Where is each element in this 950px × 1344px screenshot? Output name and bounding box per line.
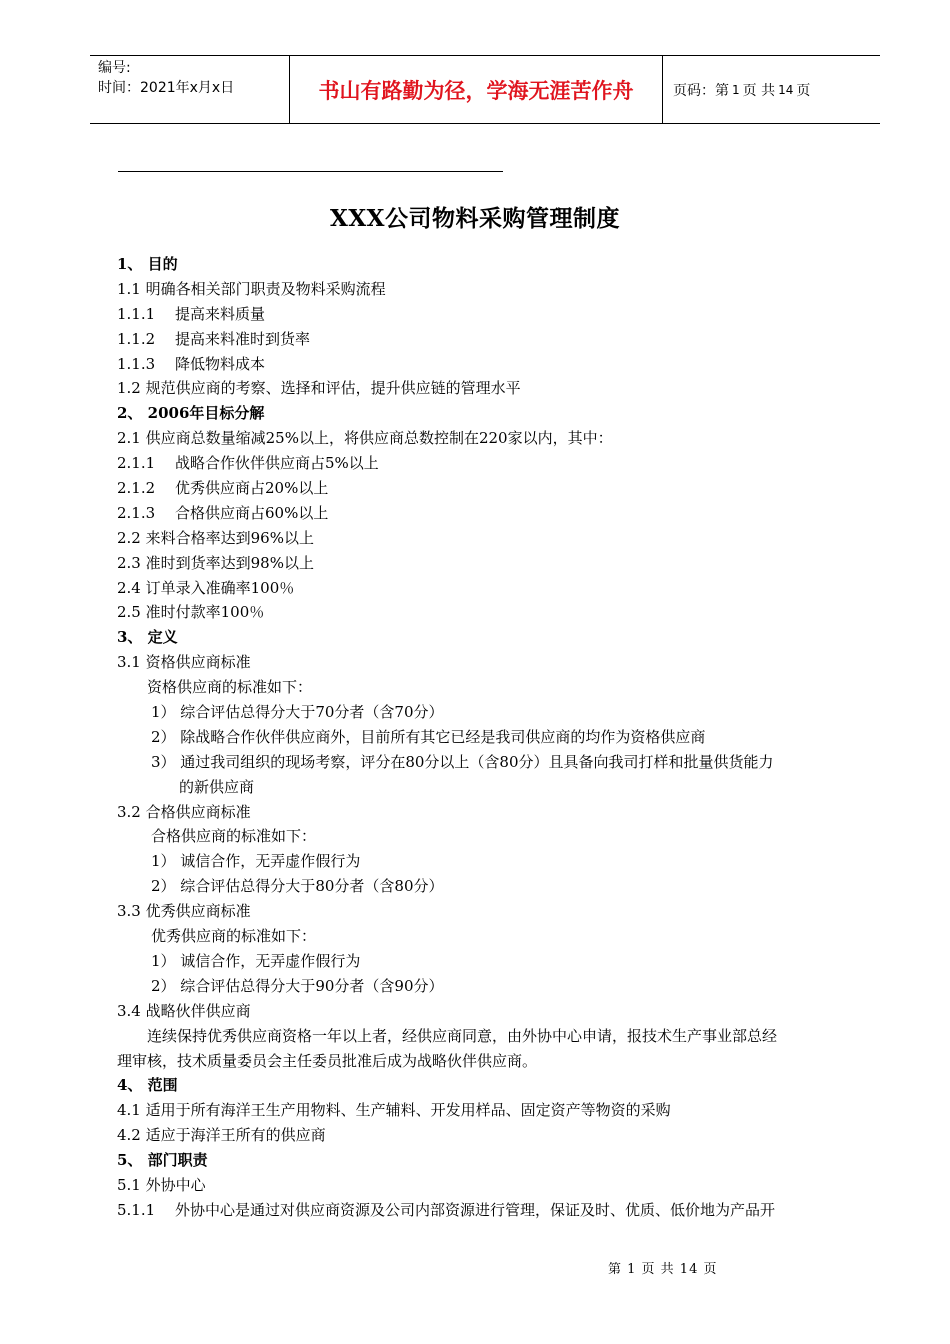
text-line bbox=[117, 675, 857, 700]
item-number: 1.1.3 bbox=[117, 354, 156, 373]
text-line bbox=[117, 476, 857, 501]
line-text: 4.1 适用于所有海洋王生产用物料、生产辅料、开发用样品、固定资产等物资的采购 bbox=[117, 1101, 671, 1120]
line-text: 5.1 外协中心 bbox=[117, 1175, 206, 1194]
line-text: 2） 综合评估总得分大于80分者（含80分） bbox=[151, 877, 444, 896]
line-text: 2） 综合评估总得分大于90分者（含90分） bbox=[151, 976, 444, 995]
line-text: 合格供应商的标准如下： bbox=[151, 827, 317, 846]
line-text: 3、 定义 bbox=[117, 628, 178, 647]
page-header bbox=[90, 55, 880, 124]
line-text: 2.4 订单录入准确率100％ bbox=[117, 578, 295, 597]
text-line bbox=[117, 974, 857, 999]
line-text: 优秀供应商的标准如下： bbox=[151, 927, 317, 946]
text-line bbox=[117, 302, 857, 327]
line-text: 2.2 来料合格率达到96%以上 bbox=[117, 528, 314, 547]
text-line bbox=[117, 576, 857, 601]
text-line bbox=[117, 352, 857, 377]
line-text: 4、 范围 bbox=[117, 1076, 178, 1095]
document-title: XXX公司物料采购管理制度 bbox=[329, 205, 621, 232]
text-line bbox=[117, 451, 857, 476]
page-footer: 第 1 页 共 14 页 bbox=[608, 1262, 718, 1277]
text-line bbox=[117, 376, 857, 401]
text-line bbox=[117, 800, 857, 825]
text-line bbox=[117, 1024, 857, 1049]
text-line bbox=[117, 874, 857, 899]
text-line bbox=[117, 526, 857, 551]
line-text: 合格供应商占60%以上 bbox=[175, 503, 329, 522]
horizontal-rule bbox=[118, 171, 503, 172]
text-line bbox=[117, 1123, 857, 1148]
line-text: 降低物料成本 bbox=[175, 354, 266, 373]
line-text: 3.1 资格供应商标准 bbox=[117, 653, 251, 672]
section-heading bbox=[117, 252, 857, 277]
line-text: 1.2 规范供应商的考察、选择和评估，提升供应链的管理水平 bbox=[117, 379, 521, 398]
line-text: 提高来料准时到货率 bbox=[175, 329, 311, 348]
header-meta bbox=[90, 56, 290, 123]
text-line bbox=[117, 924, 857, 949]
text-line bbox=[117, 849, 857, 874]
item-number: 1.1.1 bbox=[117, 304, 156, 323]
text-line bbox=[117, 775, 857, 800]
text-line bbox=[117, 1049, 857, 1074]
line-text: 2.5 准时付款率100％ bbox=[117, 603, 265, 622]
page-info-prefix: 页码：第 bbox=[673, 82, 729, 99]
line-text: 5、 部门职责 bbox=[117, 1151, 208, 1170]
line-text: 4.2 适应于海洋王所有的供应商 bbox=[117, 1126, 326, 1145]
text-line bbox=[117, 1173, 857, 1198]
line-text: 3.4 战略伙伴供应商 bbox=[117, 1001, 251, 1020]
line-text: 连续保持优秀供应商资格一年以上者，经供应商同意，由外协中心申请，报技术生产事业部总经 bbox=[147, 1026, 778, 1045]
text-line bbox=[117, 426, 857, 451]
page-number: 1 bbox=[732, 82, 740, 97]
text-line bbox=[117, 999, 857, 1024]
text-line bbox=[117, 551, 857, 576]
line-text: 理审核，技术质量委员会主任委员批准后成为战略伙伴供应商。 bbox=[117, 1051, 538, 1070]
text-line bbox=[117, 1198, 857, 1223]
line-text: 3.2 合格供应商标准 bbox=[117, 802, 251, 821]
line-text: 1） 诚信合作，无弄虚作假行为 bbox=[151, 951, 361, 970]
section-heading bbox=[117, 1073, 857, 1098]
section-heading bbox=[117, 625, 857, 650]
text-line bbox=[117, 650, 857, 675]
text-line bbox=[117, 949, 857, 974]
document-body bbox=[117, 252, 857, 1223]
text-line bbox=[117, 824, 857, 849]
line-text: 2） 除战略合作伙伴供应商外，目前所有其它已经是我司供应商的均作为资格供应商 bbox=[151, 727, 706, 746]
line-text: 1） 诚信合作，无弄虚作假行为 bbox=[151, 852, 361, 871]
text-line bbox=[117, 750, 857, 775]
text-line bbox=[117, 327, 857, 352]
section-heading bbox=[117, 1148, 857, 1173]
line-text: 2.1 供应商总数量缩减25%以上，将供应商总数控制在220家以内，其中： bbox=[117, 429, 613, 448]
line-text: 1） 综合评估总得分大于70分者（含70分） bbox=[151, 703, 444, 722]
line-text: 3） 通过我司组织的现场考察，评分在80分以上（含80分）且具备向我司打样和批量供货能力 bbox=[151, 752, 774, 771]
line-text: 战略合作伙伴供应商占5%以上 bbox=[175, 454, 379, 473]
line-text: 提高来料质量 bbox=[175, 304, 266, 323]
line-text: 优秀供应商占20%以上 bbox=[175, 479, 329, 498]
text-line bbox=[117, 899, 857, 924]
text-line bbox=[117, 700, 857, 725]
text-line bbox=[117, 501, 857, 526]
item-number: 1.1.2 bbox=[117, 329, 156, 348]
item-number: 2.1.2 bbox=[117, 479, 156, 498]
line-text: 资格供应商的标准如下： bbox=[147, 678, 313, 697]
header-motto: 书山有路勤为径，学海无涯苦作舟 bbox=[290, 56, 663, 123]
line-text: 2、 2006年目标分解 bbox=[117, 404, 265, 423]
line-text: 2.3 准时到货率达到98%以上 bbox=[117, 553, 314, 572]
item-number: 5.1.1 bbox=[117, 1200, 156, 1219]
page-info-suffix: 页 bbox=[796, 82, 811, 99]
line-text: 1、 目的 bbox=[117, 255, 178, 273]
line-text: 外协中心是通过对供应商资源及公司内部资源进行管理，保证及时、优质、低价地为产品开 bbox=[175, 1200, 776, 1219]
item-number: 2.1.3 bbox=[117, 503, 156, 522]
page-total: 14 bbox=[778, 82, 794, 97]
time-label: 时间：2021年x月x日 bbox=[98, 80, 235, 96]
section-heading bbox=[117, 401, 857, 426]
text-line bbox=[117, 1098, 857, 1123]
item-number: 2.1.1 bbox=[117, 454, 156, 473]
code-label: 编号: bbox=[98, 60, 131, 76]
text-line bbox=[117, 277, 857, 302]
text-line bbox=[117, 725, 857, 750]
line-text: 3.3 优秀供应商标准 bbox=[117, 902, 251, 921]
page-info-mid: 页 共 bbox=[742, 82, 776, 99]
line-text: 的新供应商 bbox=[179, 777, 255, 796]
text-line bbox=[117, 600, 857, 625]
line-text: 1.1 明确各相关部门职责及物料采购流程 bbox=[117, 279, 386, 298]
header-page-info bbox=[663, 56, 880, 123]
